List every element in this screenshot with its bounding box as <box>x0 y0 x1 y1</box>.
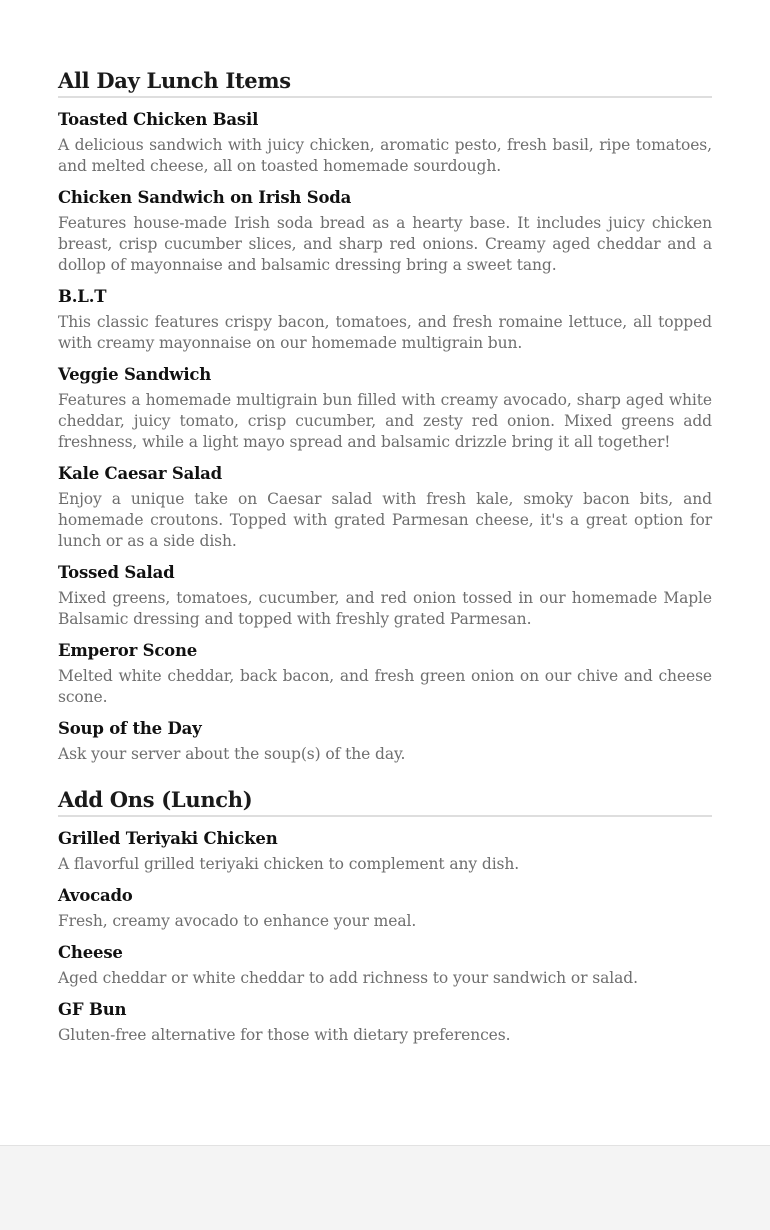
item-description: Gluten-free alternative for those with dietary preferences. <box>58 1026 511 1044</box>
item-description: Enjoy a unique take on Caesar salad with fresh kale, smoky bacon bits, and homemade croutons. Topped with grated Parmesan cheese, it's a great option for lunch or as a side dish. <box>58 490 712 550</box>
item-description: A delicious sandwich with juicy chicken, aromatic pesto, fresh basil, ripe tomatoes, and melted cheese, all on toasted homemade sourdough. <box>58 136 712 175</box>
menu-item <box>58 717 712 765</box>
item-description: A flavorful grilled teriyaki chicken to complement any dish. <box>58 855 520 873</box>
item-name: Emperor Scone <box>58 641 198 660</box>
item-description: Features house-made Irish soda bread as a hearty base. It includes juicy chicken breast, crisp cucumber slices, and sharp red onions. Creamy aged cheddar and a dollop of mayonnaise and balsamic dressing bring a sweet tang. <box>58 214 712 274</box>
menu-item <box>58 561 712 630</box>
item-description: Aged cheddar or white cheddar to add richness to your sandwich or salad. <box>58 969 638 987</box>
footer-band <box>0 1145 770 1230</box>
section-all-day-lunch <box>58 68 712 765</box>
item-name: B.L.T <box>58 287 107 306</box>
item-name: GF Bun <box>58 1000 127 1019</box>
item-name: Toasted Chicken Basil <box>58 110 259 129</box>
menu-item <box>58 884 712 932</box>
item-description: Features a homemade multigrain bun filled with creamy avocado, sharp aged white cheddar, juicy tomato, crisp cucumber, and zesty red onion. Mixed greens add freshness, while a light mayo spread and balsamic drizzle bring it all together! <box>58 391 712 451</box>
item-name: Chicken Sandwich on Irish Soda <box>58 188 352 207</box>
item-name: Grilled Teriyaki Chicken <box>58 829 278 848</box>
menu-item <box>58 639 712 708</box>
menu-content <box>58 68 712 1068</box>
menu-item <box>58 363 712 453</box>
section-title: Add Ons (Lunch) <box>58 787 712 817</box>
item-description: Fresh, creamy avocado to enhance your meal. <box>58 912 417 930</box>
menu-item <box>58 998 712 1046</box>
item-name: Avocado <box>58 886 133 905</box>
item-description: This classic features crispy bacon, tomatoes, and fresh romaine lettuce, all topped with creamy mayonnaise on our homemade multigrain bun. <box>58 313 712 352</box>
item-name: Cheese <box>58 943 123 962</box>
item-name: Kale Caesar Salad <box>58 464 222 483</box>
menu-item <box>58 285 712 354</box>
section-add-ons <box>58 787 712 1046</box>
item-description: Ask your server about the soup(s) of the day. <box>58 745 406 763</box>
menu-item <box>58 108 712 177</box>
item-description: Melted white cheddar, back bacon, and fresh green onion on our chive and cheese scone. <box>58 667 712 706</box>
menu-item <box>58 827 712 875</box>
item-name: Tossed Salad <box>58 563 175 582</box>
menu-item <box>58 941 712 989</box>
item-description: Mixed greens, tomatoes, cucumber, and red onion tossed in our homemade Maple Balsamic dressing and topped with freshly grated Parmesan. <box>58 589 712 628</box>
section-title: All Day Lunch Items <box>58 68 712 98</box>
menu-item <box>58 186 712 276</box>
menu-item <box>58 462 712 552</box>
item-list <box>58 827 712 1046</box>
item-list <box>58 108 712 765</box>
item-name: Soup of the Day <box>58 719 202 738</box>
item-name: Veggie Sandwich <box>58 365 212 384</box>
